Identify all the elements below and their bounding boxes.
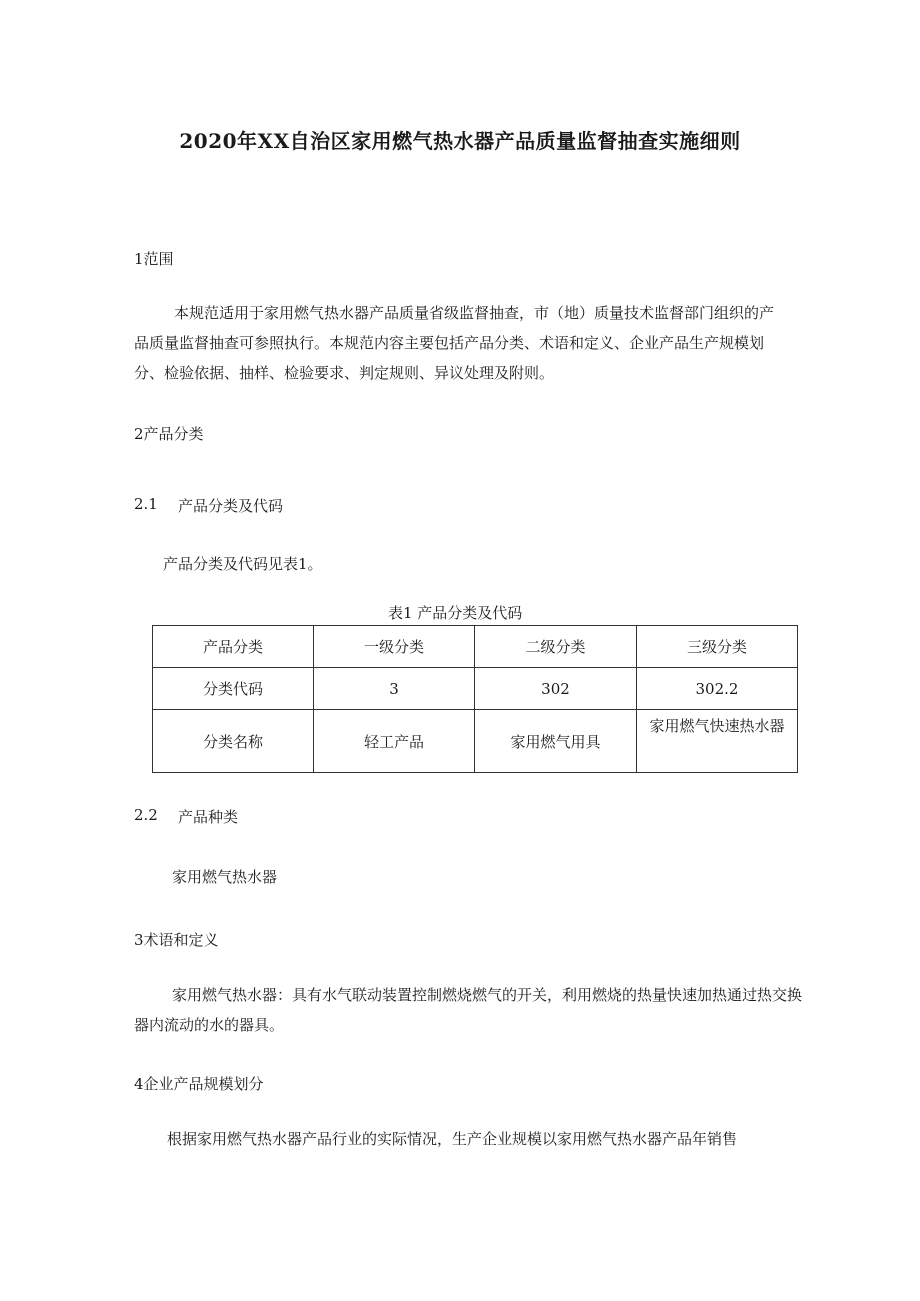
section-2-1-text: 产品分类及代码见表1。: [163, 555, 323, 573]
section-2-2-title: 产品种类: [178, 808, 239, 826]
table-cell: 302: [475, 668, 637, 710]
table-cell: 分类代码: [153, 668, 314, 710]
table-cell: 分类名称: [153, 710, 314, 773]
table-caption: 表1 产品分类及代码: [388, 604, 523, 622]
section-2-2-text: 家用燃气热水器: [172, 868, 278, 886]
section-4-heading: 4企业产品规模划分: [134, 1075, 264, 1093]
section-2-heading: 2产品分类: [134, 425, 204, 443]
section-2-1-number: 2.1: [134, 495, 158, 513]
table-cell: 轻工产品: [314, 710, 475, 773]
table-cell: 二级分类: [475, 626, 637, 668]
table-row: [153, 710, 798, 773]
table-cell: 302.2: [637, 668, 798, 710]
section-2-2-number: 2.2: [134, 806, 158, 824]
table-cell: 三级分类: [637, 626, 798, 668]
table-cell: 家用燃气用具: [475, 710, 637, 773]
table-row: [153, 668, 798, 710]
section-3-heading: 3术语和定义: [134, 931, 219, 949]
section-1-heading: 1范围: [134, 250, 174, 268]
table-cell: 一级分类: [314, 626, 475, 668]
section-4-paragraph: 根据家用燃气热水器产品行业的实际情况，生产企业规模以家用燃气热水器产品年销售: [167, 1130, 738, 1148]
table-cell: 家用燃气快速热水器: [637, 710, 798, 773]
product-classification-table: [152, 625, 798, 773]
section-1-paragraph: 本规范适用于家用燃气热水器产品质量省级监督抽查，市（地）质量技术监督部门组织的产品质量监督抽查可参照执行。本规范内容主要包括产品分类、术语和定义、企业产品生产规模划分、检验依据、抽样、检验要求、判定规则、异议处理及附则。: [134, 304, 775, 382]
document-title: 2020年XX自治区家用燃气热水器产品质量监督抽查实施细则: [179, 129, 741, 153]
table-cell: 产品分类: [153, 626, 314, 668]
table-cell: 3: [314, 668, 475, 710]
table-row: [153, 626, 798, 668]
section-3-paragraph: 家用燃气热水器：具有水气联动装置控制燃烧燃气的开关，利用燃烧的热量快速加热通过热交换器内流动的水的器具。: [134, 986, 803, 1034]
section-2-1-title: 产品分类及代码: [178, 497, 284, 515]
